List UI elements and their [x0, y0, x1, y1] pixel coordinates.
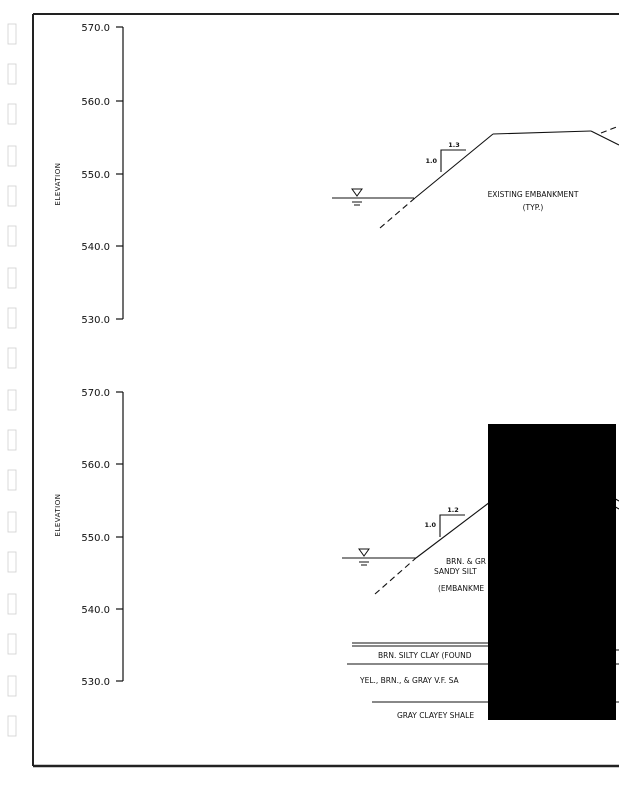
stratum-label: GRAY CLAYEY SHALE	[397, 711, 475, 720]
lower-embankment-label: BRN. & GR	[446, 557, 486, 566]
upper-water-level-icon	[332, 189, 414, 205]
lower-tick-label: 570.0	[81, 388, 110, 399]
upper-tick-label: 530.0	[81, 315, 110, 326]
upper-embankment-label: EXISTING EMBANKMENT	[487, 190, 579, 199]
lower-slope-run: 1.2	[447, 506, 459, 514]
lower-axis-title: ELEVATION	[54, 493, 62, 537]
upper-slope-run: 1.3	[448, 141, 460, 149]
upper-tick-label: 570.0	[81, 23, 110, 34]
lower-section	[54, 388, 619, 720]
upper-section	[54, 23, 619, 326]
upper-embankment-profile	[380, 126, 619, 228]
upper-slope-rise: 1.0	[425, 157, 437, 165]
stratum-label: YEL., BRN., & GRAY V.F. SA	[360, 676, 459, 685]
margin-marks	[8, 24, 16, 736]
lower-water-level-icon	[342, 549, 416, 565]
upper-tick-label: 560.0	[81, 97, 110, 108]
upper-tick-label: 540.0	[81, 242, 110, 253]
upper-embankment-label-note: (TYP.)	[522, 203, 544, 212]
lower-embankment-label: (EMBANKME	[438, 584, 485, 593]
lower-tick-label: 530.0	[81, 677, 110, 688]
lower-tick-label: 560.0	[81, 460, 110, 471]
redaction-block	[488, 424, 616, 720]
upper-tick-label: 550.0	[81, 170, 110, 181]
lower-embankment-label: SANDY SILT	[434, 567, 477, 576]
stratum-label: BRN. SILTY CLAY (FOUND	[378, 651, 472, 660]
lower-elevation-axis	[116, 392, 123, 681]
upper-elevation-axis	[116, 27, 123, 319]
lower-tick-label: 540.0	[81, 605, 110, 616]
lower-tick-label: 550.0	[81, 533, 110, 544]
upper-axis-title: ELEVATION	[54, 162, 62, 206]
lower-slope-rise: 1.0	[424, 521, 436, 529]
